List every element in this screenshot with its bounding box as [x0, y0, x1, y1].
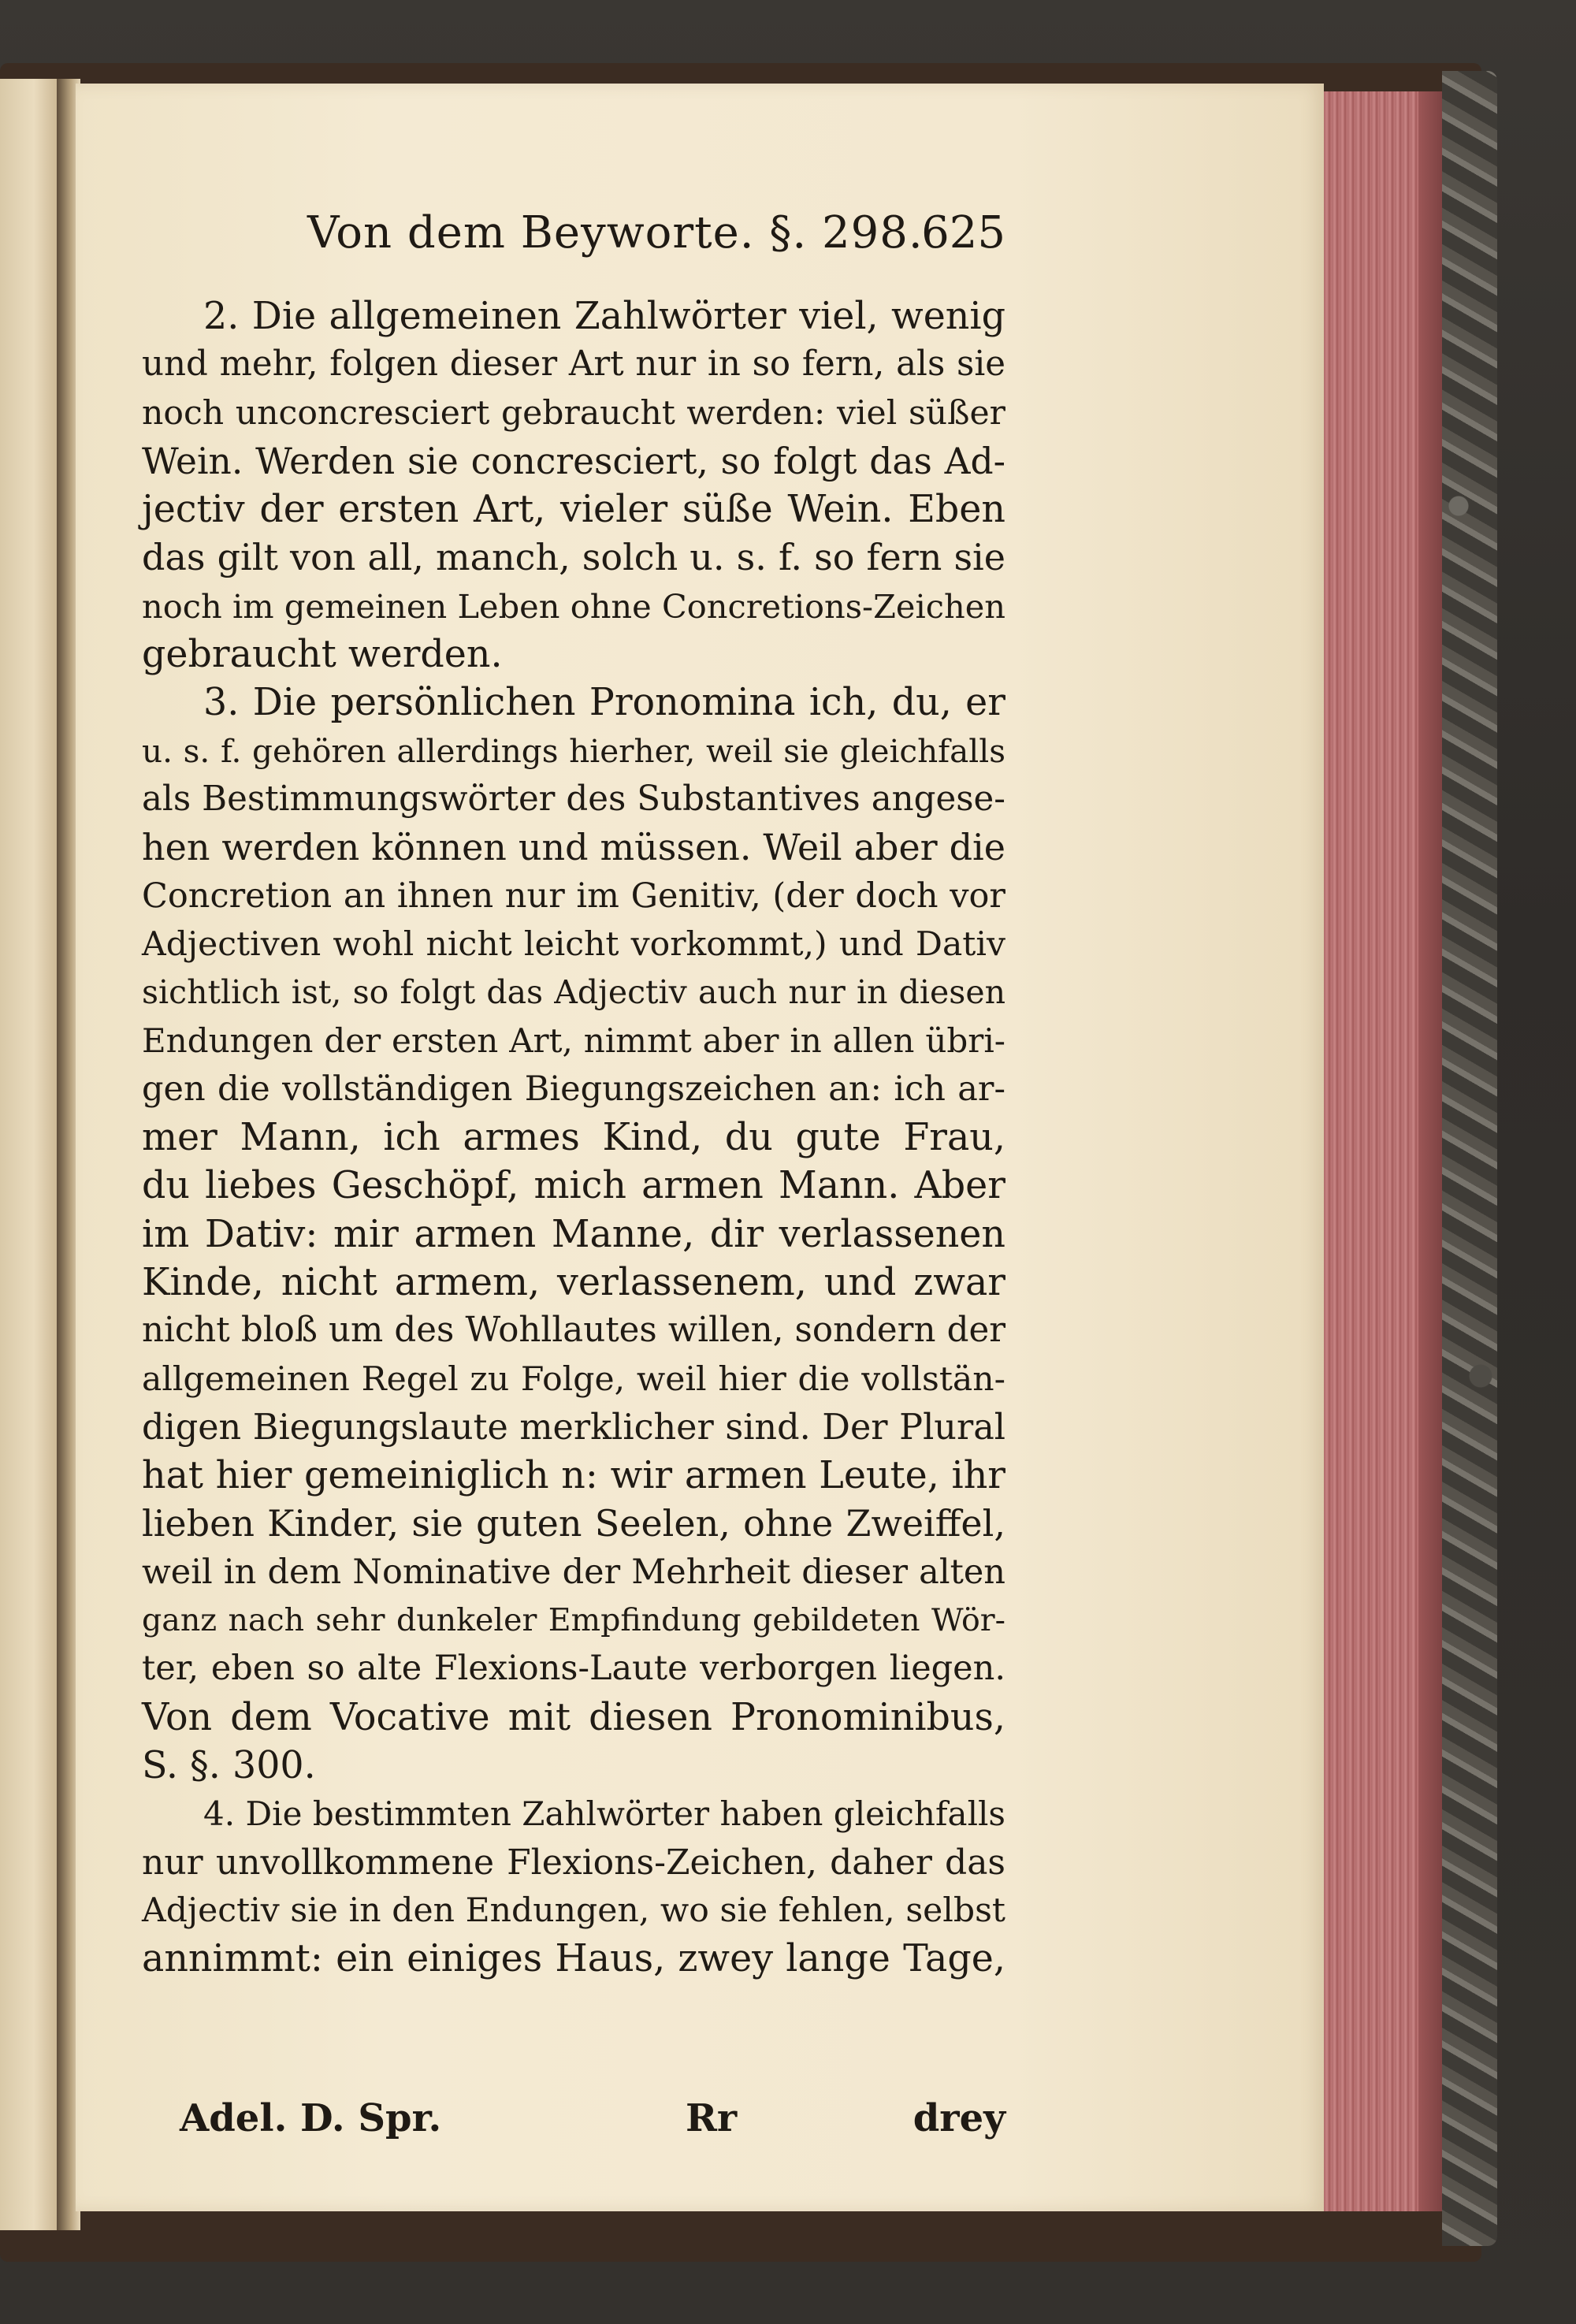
text-line: jectiv der ersten Art, vieler süße Wein. Eben [142, 488, 1005, 532]
facing-page-edge [0, 79, 59, 2230]
text-line: digen Biegungslaute merklicher sind. Der Plural [142, 1407, 1005, 1448]
text-line: noch unconcresciert gebraucht werden: viel süßer [142, 393, 1005, 433]
text-line: Kinde, nicht armem, verlassenem, und zwar [142, 1260, 1005, 1304]
running-head [142, 201, 1005, 262]
marbled-cover-edge [1442, 71, 1497, 2246]
text-line: u. s. f. gehören allerdings hierher, weil sie gleichfalls [142, 731, 1005, 770]
page-number: 625 [921, 207, 1005, 258]
running-title: Von dem Beyworte. §. 298. [307, 207, 924, 258]
text-line: Adjectiven wohl nicht leicht vorkommt,) und Dativ [142, 924, 1005, 964]
text-line: als Bestimmungswörter des Substantives angese- [142, 779, 1005, 819]
page-footer [142, 2096, 1005, 2151]
signature-mark: Rr [686, 2096, 738, 2140]
text-line: du liebes Geschöpf, mich armen Mann. Aber [142, 1164, 1005, 1208]
text-line: gen die vollständigen Biegungszeichen an: ich ar- [142, 1069, 1005, 1109]
text-line: nur unvollkommene Flexions-Zeichen, daher das [142, 1842, 1005, 1883]
text-line: hen werden können und müssen. Weil aber die [142, 826, 1005, 869]
text-line: das gilt von all, manch, solch u. s. f. so fern sie [142, 536, 1005, 579]
text-line: 4. Die bestimmten Zahlwörter haben gleichfalls [203, 1794, 1005, 1834]
text-line: lieben Kinder, sie guten Seelen, ohne Zweiffel, [142, 1502, 1005, 1545]
signature-title: Adel. D. Spr. [180, 2096, 442, 2140]
text-line: gebraucht werden. [142, 633, 503, 677]
text-line: hat hier gemeiniglich n: wir armen Leute, ihr [142, 1454, 1005, 1498]
text-line: Wein. Werden sie concresciert, so folgt das Ad- [142, 440, 1005, 482]
text-line: weil in dem Nominative der Mehrheit dieser alten [142, 1552, 1005, 1592]
body-text [142, 292, 1005, 1983]
text-line: und mehr, folgen dieser Art nur in so fern, als sie [142, 344, 1005, 385]
text-line: allgemeinen Regel zu Folge, weil hier die vollstän- [142, 1359, 1005, 1399]
text-line: ter, eben so alte Flexions-Laute verborgen liegen. [142, 1649, 1005, 1689]
text-line: noch im gemeinen Leben ohne Concretions-Zeichen [142, 586, 1005, 626]
red-page-edges [1308, 91, 1442, 2211]
text-line: annimmt: ein einiges Haus, zwey lange Tage, [142, 1937, 1005, 1981]
text-line: Concretion an ihnen nur im Genitiv, (der doch vor [142, 876, 1005, 916]
text-line: S. §. 300. [142, 1743, 316, 1787]
text-line: Von dem Vocative mit diesen Pronominibus, [142, 1695, 1005, 1739]
catchword: drey [913, 2096, 1005, 2140]
text-line: im Dativ: mir armen Manne, dir verlassenen [142, 1212, 1005, 1256]
text-line: 2. Die allgemeinen Zahlwörter viel, wenig [203, 295, 1005, 338]
text-line: Endungen der ersten Art, nimmt aber in allen übri- [142, 1021, 1005, 1061]
text-line: Adjectiv sie in den Endungen, wo sie fehlen, selbst [142, 1891, 1005, 1930]
text-line: nicht bloß um des Wohllautes willen, sondern der [142, 1311, 1005, 1351]
text-line: ganz nach sehr dunkeler Empfindung gebildeten Wör- [142, 1602, 1005, 1639]
text-line: mer Mann, ich armes Kind, du gute Frau, [142, 1116, 1005, 1160]
text-line: sichtlich ist, so folgt das Adjectiv auch nur in diesen [142, 973, 1005, 1012]
text-line: 3. Die persönlichen Pronomina ich, du, er [203, 681, 1005, 725]
page-content [142, 201, 1005, 2155]
